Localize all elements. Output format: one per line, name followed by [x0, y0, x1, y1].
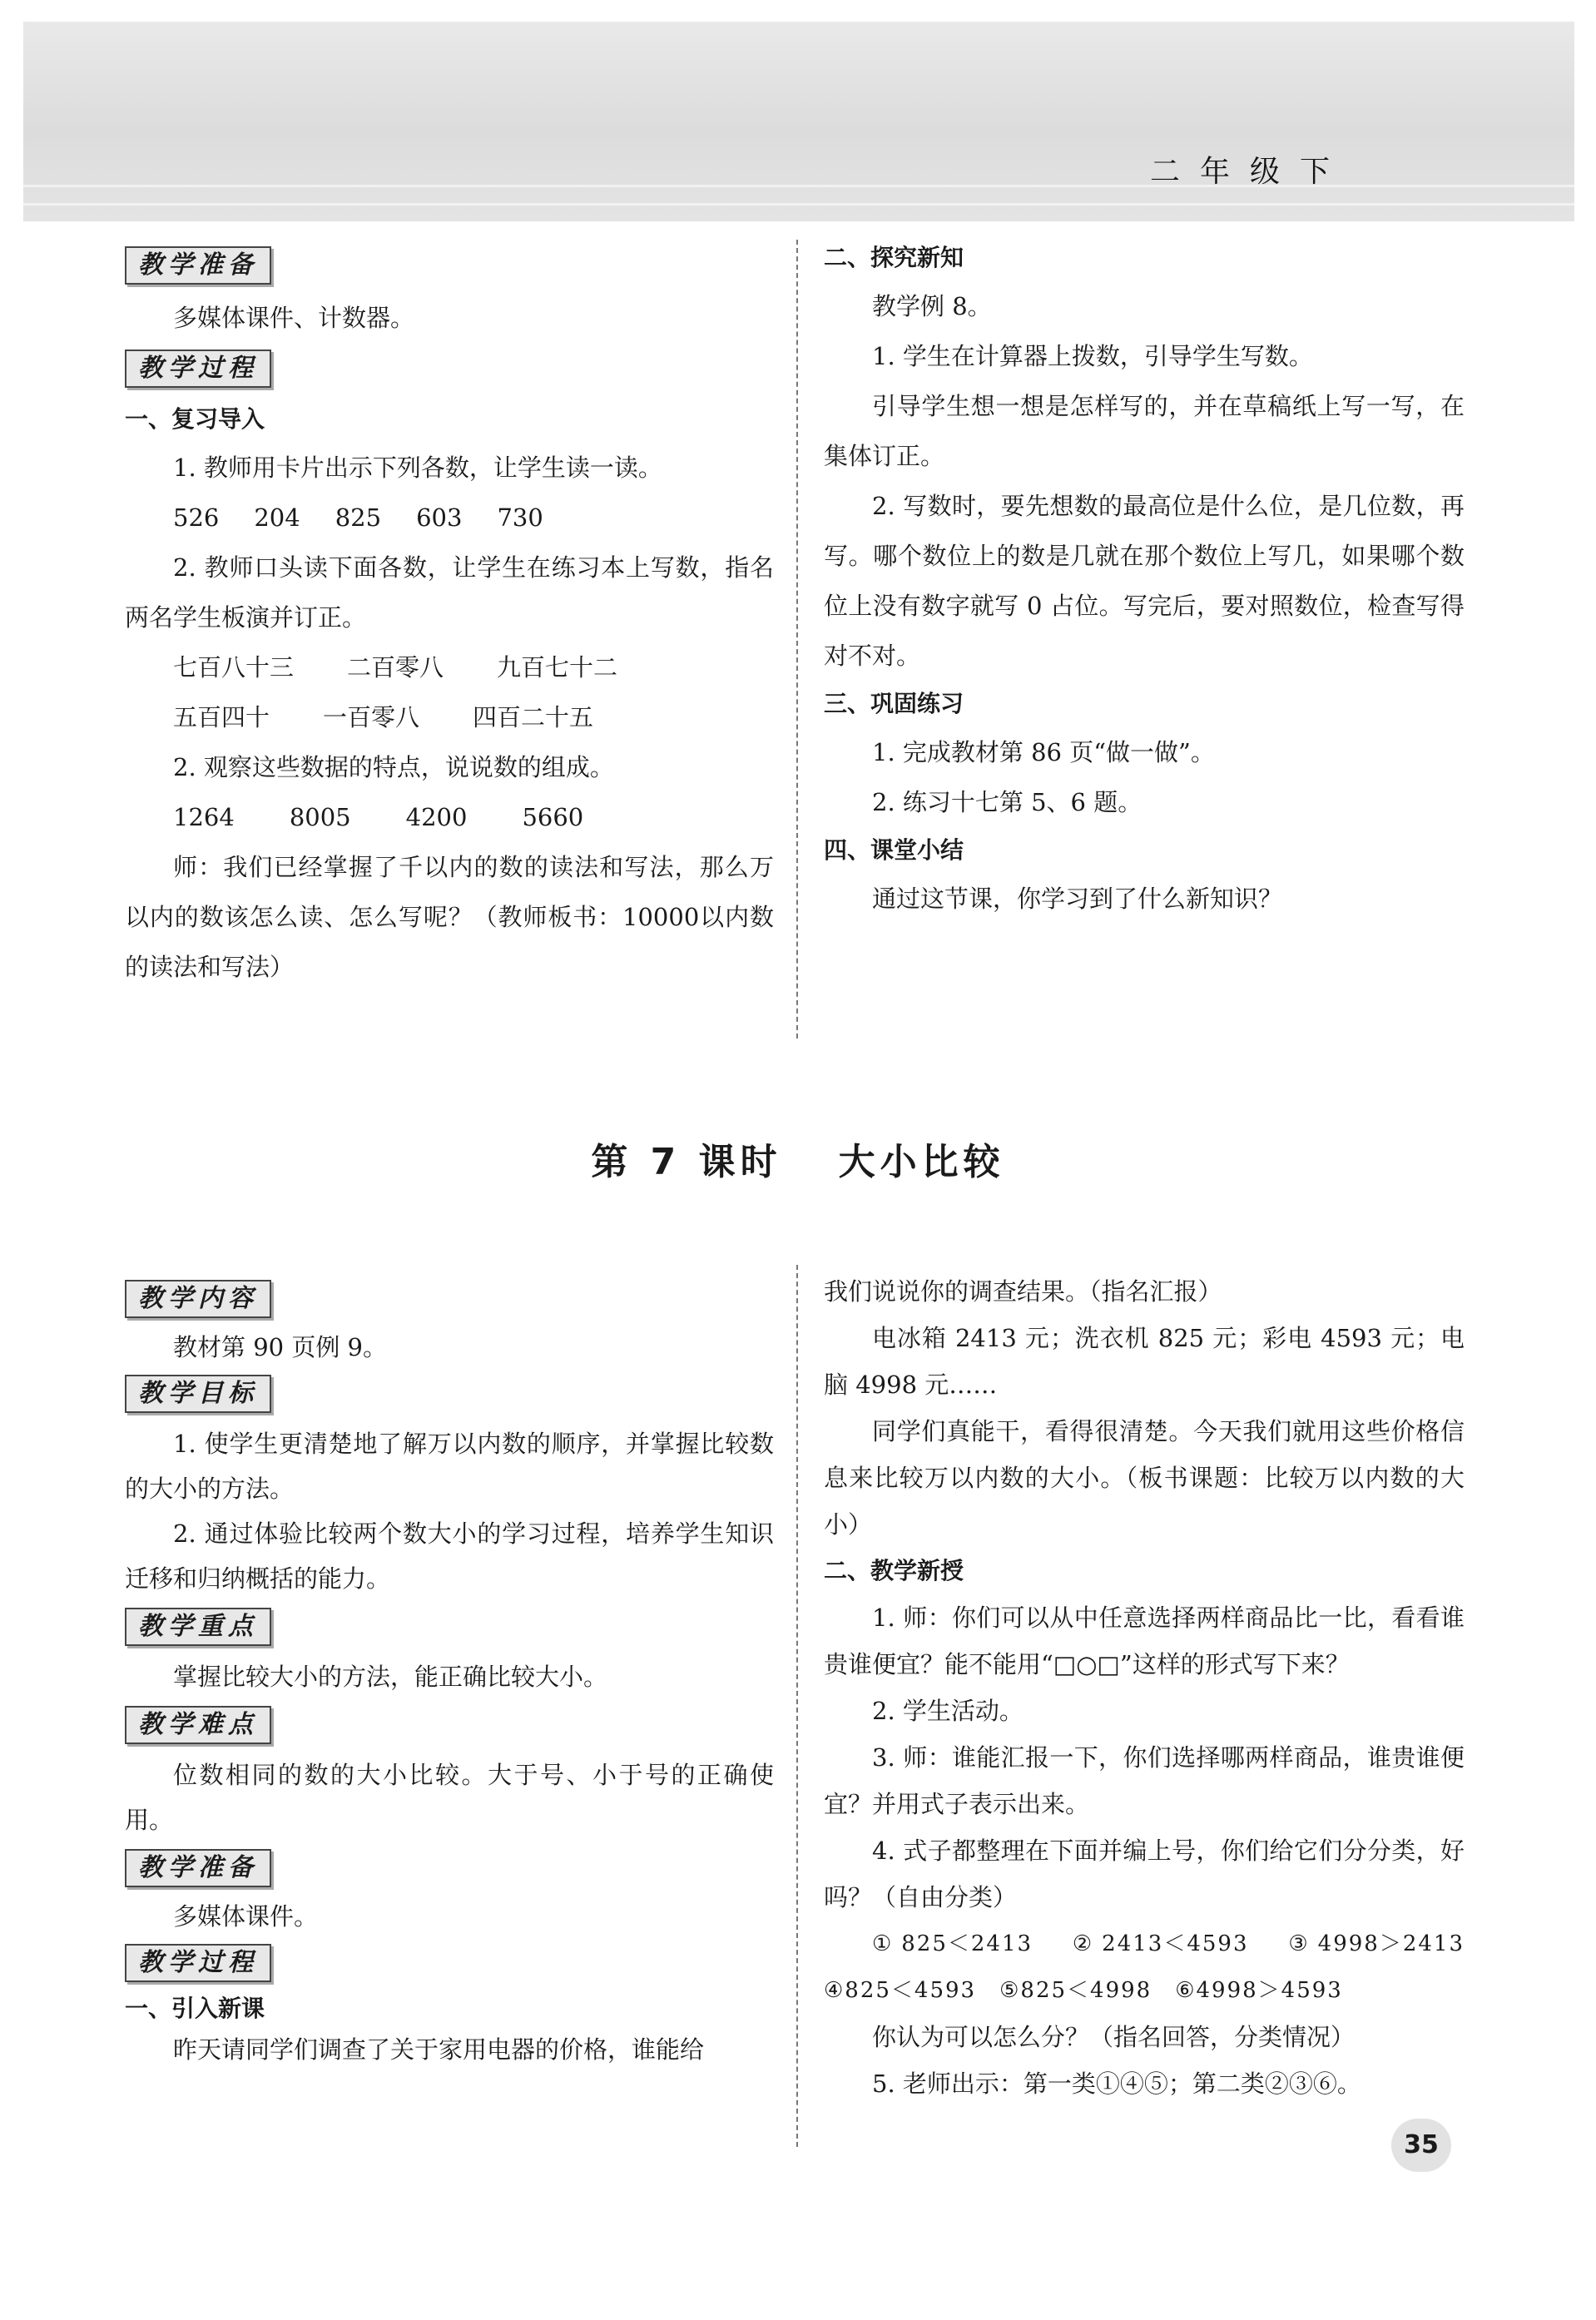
paragraph: 1. 师：你们可以从中任意选择两样商品比一比，看看谁贵谁便宜？能不能用“□○□”这样的形式写下来？ — [824, 1604, 1465, 1678]
paragraph: 5. 老师出示：第一类①④⑤；第二类②③⑥。 — [872, 2070, 1361, 2098]
section-heading: 四、课堂小结 — [824, 836, 964, 864]
paragraph: 掌握比较大小的方法，能正确比较大小。 — [173, 1663, 608, 1691]
paragraph: 1. 教师用卡片出示下列各数，让学生读一读。 — [173, 454, 662, 482]
column-divider — [796, 240, 798, 1039]
lesson-title — [0, 1132, 1596, 1185]
formula-list: ①825＜2413 ②2413＜4593 ③4998＞2413 ④825＜4593 ⑤825＜4998 ⑥4998＞4593 — [824, 1931, 1489, 2003]
number-word: 二百零八 — [347, 653, 444, 682]
top-left-column — [125, 240, 774, 992]
bottom-left-column — [125, 1273, 774, 2072]
number-row — [125, 493, 774, 543]
paragraph: 教学例 8。 — [872, 292, 992, 320]
number: 825 — [335, 503, 382, 532]
paragraph: 教材第 90 页例 9。 — [173, 1333, 388, 1361]
section-tag-content: 教学内容 — [125, 1280, 271, 1318]
paragraph: 2. 学生活动。 — [872, 1697, 1024, 1725]
paragraph: 多媒体课件。 — [173, 1902, 319, 1931]
section-tag-prep: 教学准备 — [125, 246, 271, 285]
lesson-name: 大小比较 — [838, 1141, 1005, 1183]
number-row — [125, 792, 774, 842]
paragraph: 师：我们已经掌握了千以内的数的读法和写法，那么万以内的数该怎么读、怎么写呢？（教师板书：10000以内数的读法和写法） — [125, 853, 774, 981]
paragraph: 昨天请同学们调查了关于家用电器的价格，谁能给 — [173, 2035, 705, 2064]
paragraph: 2. 写数时，要先想数的最高位是什么位，是几位数，再写。哪个数位上的数是几就在那个数位上写几，如果哪个数位上没有数字就写 0 占位。写完后，要对照数位，检查写得对不对。 — [824, 492, 1465, 670]
grade-label: 二年级下 — [1149, 155, 1350, 189]
section-tag-process: 教学过程 — [125, 1944, 271, 1982]
section-heading: 二、教学新授 — [824, 1557, 964, 1584]
page-number: 35 — [1391, 2119, 1451, 2172]
number-word: 一百零八 — [323, 703, 420, 731]
section-tag-key: 教学重点 — [125, 1608, 271, 1646]
number-word: 七百八十三 — [173, 653, 295, 682]
number: 1264 — [173, 803, 235, 831]
paragraph: 2. 教师口头读下面各数，让学生在练习本上写数，指名两名学生板演并订正。 — [125, 553, 774, 632]
header-band — [23, 22, 1574, 221]
word-row — [125, 692, 774, 742]
paragraph: 1. 学生在计算器上拨数，引导学生写数。 — [872, 342, 1313, 370]
section-heading: 三、巩固练习 — [824, 690, 964, 717]
paragraph: 1. 使学生更清楚地了解万以内数的顺序，并掌握比较数的大小的方法。 — [125, 1430, 774, 1503]
paragraph: 引导学生想一想是怎样写的，并在草稿纸上写一写，在集体订正。 — [824, 392, 1465, 470]
paragraph: 2. 练习十七第 5、6 题。 — [872, 788, 1142, 816]
paragraph: 同学们真能干，看得很清楚。今天我们就用这些价格信息来比较万以内数的大小。（板书课题：比较万以内数的大小） — [824, 1417, 1465, 1539]
lesson-number: 第 7 课时 — [591, 1141, 782, 1183]
number: 4200 — [405, 803, 468, 831]
section-heading: 一、引入新课 — [125, 1995, 265, 2022]
number-word: 九百七十二 — [497, 653, 618, 682]
paragraph: 通过这节课，你学习到了什么新知识？ — [872, 885, 1283, 913]
paragraph: 4. 式子都整理在下面并编上号，你们给它们分分类，好吗？（自由分类） — [824, 1837, 1465, 1911]
paragraph: 你认为可以怎么分？（指名回答，分类情况） — [872, 2023, 1356, 2051]
paragraph: 3. 师：谁能汇报一下，你们选择哪两样商品，谁贵谁便宜？并用式子表示出来。 — [824, 1743, 1465, 1818]
top-right-column — [824, 235, 1465, 924]
paragraph: 电冰箱 2413 元；洗衣机 825 元；彩电 4593 元；电脑 4998 元…… — [824, 1324, 1465, 1399]
number: 526 — [173, 503, 220, 532]
paragraph: 2. 通过体验比较两个数大小的学习过程，培养学生知识迁移和归纳概括的能力。 — [125, 1519, 774, 1593]
number: 603 — [416, 503, 463, 532]
section-tag-difficulty: 教学难点 — [125, 1706, 271, 1744]
paragraph: 1. 完成教材第 86 页“做一做”。 — [872, 738, 1215, 766]
section-heading: 二、探究新知 — [824, 244, 964, 271]
column-divider — [796, 1265, 798, 2147]
paragraph: 位数相同的数的大小比较。大于号、小于号的正确使用。 — [125, 1761, 774, 1834]
section-heading: 一、复习导入 — [125, 405, 265, 433]
number: 5660 — [522, 803, 584, 831]
word-row — [125, 642, 774, 692]
paragraph: 2. 观察这些数据的特点，说说数的组成。 — [173, 753, 614, 781]
bottom-right-column — [824, 1268, 1489, 2107]
number: 8005 — [289, 803, 351, 831]
number: 730 — [497, 503, 543, 532]
paragraph: 多媒体课件、计数器。 — [173, 304, 415, 332]
number: 204 — [254, 503, 300, 532]
number-word: 五百四十 — [173, 703, 270, 731]
number-word: 四百二十五 — [473, 703, 594, 731]
section-tag-process: 教学过程 — [125, 349, 271, 388]
section-tag-prep: 教学准备 — [125, 1849, 271, 1887]
paragraph: 我们说说你的调查结果。（指名汇报） — [824, 1277, 1222, 1306]
section-tag-goal: 教学目标 — [125, 1375, 271, 1413]
